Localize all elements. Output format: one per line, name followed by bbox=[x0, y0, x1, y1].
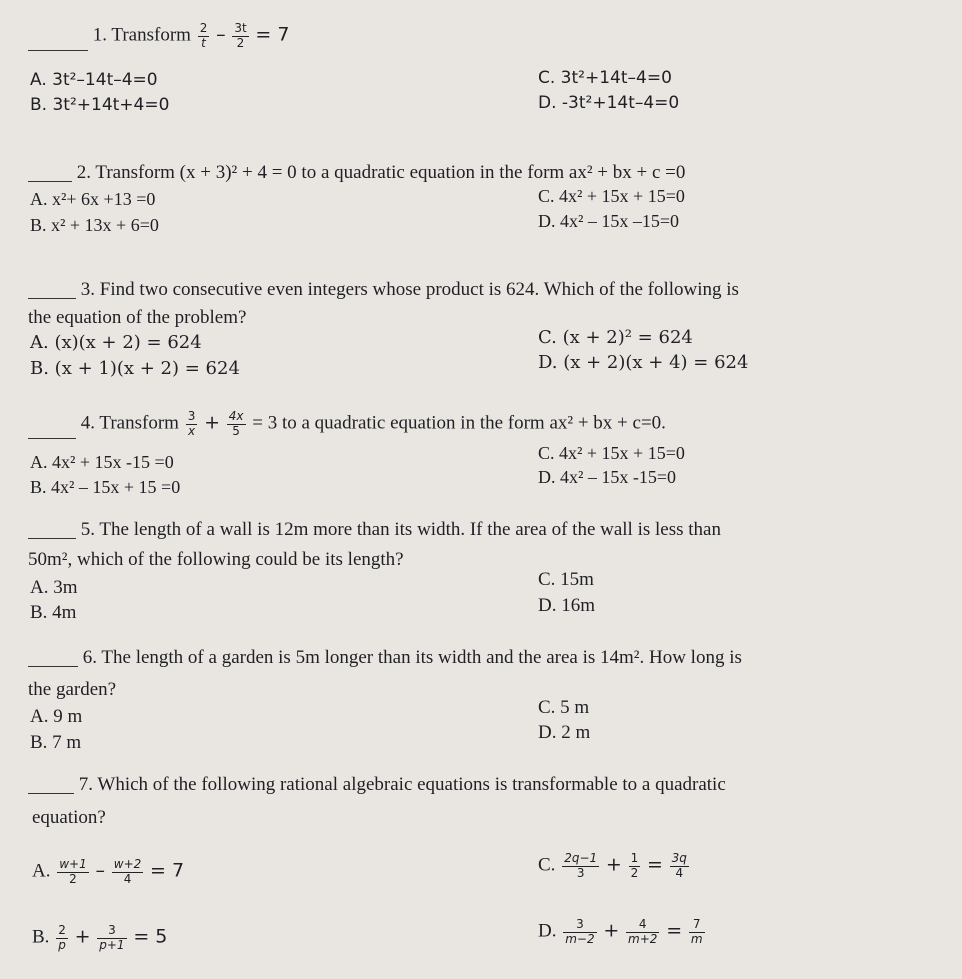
q7-d-frac1-den: m−2 bbox=[565, 931, 595, 946]
q7-d-frac3-num: 7 bbox=[689, 918, 705, 933]
q7-c-frac2-den: 2 bbox=[630, 865, 639, 880]
q7-stem-line1 bbox=[28, 775, 726, 794]
q5-option-a[interactable]: A. 3m bbox=[30, 577, 78, 598]
q5-option-b[interactable]: B. 4m bbox=[30, 602, 77, 623]
q1-option-d[interactable]: D. -3t²+14t–4=0 bbox=[538, 93, 680, 113]
q5-option-d[interactable]: D. 16m bbox=[538, 595, 595, 616]
q7-b-frac1-num: 2 bbox=[58, 923, 66, 937]
q4-fraction-1 bbox=[186, 410, 198, 439]
q7-a-fraction-2 bbox=[112, 858, 144, 887]
q1-frac2-den: 2 bbox=[236, 35, 245, 50]
q7-answer-blank[interactable] bbox=[28, 792, 74, 794]
q7-d-fraction-2 bbox=[626, 918, 659, 947]
q7-a-frac2-den: 4 bbox=[123, 871, 132, 886]
q3-answer-blank[interactable] bbox=[28, 297, 76, 299]
q6-stem-line2: the garden? bbox=[28, 679, 117, 700]
q6-option-d[interactable]: D. 2 m bbox=[538, 722, 591, 743]
q1-answer-blank[interactable] bbox=[28, 49, 88, 51]
q4-option-c[interactable]: C. 4x² + 15x + 15=0 bbox=[538, 443, 685, 463]
q2-option-b[interactable]: B. x² + 13x + 6=0 bbox=[30, 215, 159, 235]
q7-a-frac1-num: w+1 bbox=[59, 857, 87, 871]
q1-frac1-den: t bbox=[201, 35, 206, 50]
q3-stem-line1 bbox=[28, 280, 739, 299]
q7-d-frac1-num: 3 bbox=[563, 918, 596, 933]
q7-b-fraction-2 bbox=[97, 924, 126, 953]
q4-option-b[interactable]: B. 4x² – 15x + 15 =0 bbox=[30, 477, 181, 497]
q7-c-frac1-num: 2q−1 bbox=[564, 851, 598, 865]
q6-option-b[interactable]: B. 7 m bbox=[30, 732, 82, 753]
q1-stem-text: 1. Transform bbox=[92, 24, 191, 46]
q1-tail: = 7 bbox=[255, 23, 290, 46]
q7-b-frac2-den: p+1 bbox=[99, 937, 125, 952]
q7-c-fraction-3 bbox=[670, 852, 689, 881]
q7-d-frac2-num: 4 bbox=[626, 918, 659, 933]
q7-stem-text: 7. Which of the following rational algebraic equations is transformable to a quadratic bbox=[78, 774, 726, 795]
q5-option-c[interactable]: C. 15m bbox=[538, 569, 594, 590]
q7-b-rhs: = 5 bbox=[133, 925, 168, 948]
q7-c-label: C. bbox=[538, 854, 556, 876]
q7-option-a[interactable]: A. $\frac{w+1}{2}$ – $\frac{w+2}{4}$ = 7 bbox=[32, 857, 185, 886]
q4-option-a[interactable]: A. 4x² + 15x -15 =0 bbox=[30, 452, 174, 472]
q7-d-label: D. bbox=[538, 920, 557, 942]
q7-d-fraction-1 bbox=[563, 918, 596, 947]
q5-stem-text: 5. The length of a wall is 12m more than its width. If the area of the wall is less than bbox=[80, 519, 721, 540]
q1-frac1-num: 2 bbox=[199, 21, 208, 35]
q6-answer-blank[interactable] bbox=[28, 665, 78, 667]
q7-option-c[interactable]: C. $\frac{2q-1}{3}$ + $\frac{1}{2}$ = $\frac{3q}{4}$ bbox=[538, 851, 687, 880]
q7-d-frac2-den: m+2 bbox=[628, 931, 658, 946]
q7-a-frac1-den: 2 bbox=[69, 871, 77, 886]
q2-option-c[interactable]: C. 4x² + 15x + 15=0 bbox=[538, 186, 685, 206]
q3-option-d[interactable]: D. (x + 2)(x + 4) = 624 bbox=[538, 352, 749, 373]
q1-option-a[interactable]: A. 3t²–14t–4=0 bbox=[30, 70, 158, 90]
q3-stem-text: 3. Find two consecutive even integers whose product is 624. Which of the following is bbox=[80, 279, 739, 300]
q2-stem bbox=[28, 163, 685, 182]
q4-stem-text: 4. Transform bbox=[80, 412, 179, 434]
q1-stem: 1. Transform $\frac{2}{t}$ – $\frac{3t}{2}$ = 7 bbox=[28, 22, 289, 51]
q1-fraction-2 bbox=[232, 22, 248, 51]
q7-c-frac3-den: 4 bbox=[675, 865, 684, 880]
q4-stem: 4. Transform $\frac{3}{x}$ + $\frac{4x}{5}$ = 3 to a quadratic equation in the form ax² + bx + c=0. bbox=[28, 410, 666, 439]
q7-a-fraction-1 bbox=[57, 858, 89, 887]
q5-answer-blank[interactable] bbox=[28, 537, 76, 539]
q6-option-a[interactable]: A. 9 m bbox=[30, 706, 83, 727]
q3-option-b[interactable]: B. (x + 1)(x + 2) = 624 bbox=[30, 358, 240, 379]
q2-option-a[interactable]: A. x²+ 6x +13 =0 bbox=[30, 189, 156, 209]
q4-frac2-den: 5 bbox=[232, 423, 240, 438]
q7-c-frac2-num: 1 bbox=[630, 851, 639, 865]
q6-stem-text: 6. The length of a garden is 5m longer than its width and the area is 14m². How long is bbox=[82, 647, 742, 668]
q7-option-b[interactable]: B. $\frac{2}{p}$ + $\frac{3}{p+1}$ = 5 bbox=[32, 923, 168, 952]
q4-frac1-den: x bbox=[187, 423, 196, 438]
q6-option-c[interactable]: C. 5 m bbox=[538, 697, 590, 718]
q4-tail: = 3 to a quadratic equation in the form ax² + bx + c=0. bbox=[252, 412, 666, 434]
q7-a-label: A. bbox=[32, 860, 51, 882]
q1-fraction-1 bbox=[198, 22, 210, 51]
q7-c-fraction-1 bbox=[562, 852, 599, 881]
q5-stem-line2: 50m², which of the following could be its length? bbox=[28, 549, 404, 570]
q6-stem-line1 bbox=[28, 648, 742, 667]
q7-option-d[interactable]: D. $\frac{3}{m-2}$ + $\frac{4}{m+2}$ = $\frac{7}{m}$ bbox=[538, 917, 703, 946]
q4-fraction-2 bbox=[227, 410, 246, 439]
q2-stem-text: 2. Transform (x + 3)² + 4 = 0 to a quadratic equation in the form ax² + bx + c =0 bbox=[76, 162, 686, 183]
q1-option-b[interactable]: B. 3t²+14t+4=0 bbox=[30, 95, 170, 115]
q1-frac2-num: 3t bbox=[234, 21, 247, 35]
q3-stem-line2: the equation of the problem? bbox=[28, 307, 247, 328]
q2-answer-blank[interactable] bbox=[28, 180, 72, 182]
q7-a-frac2-num: w+2 bbox=[113, 857, 142, 871]
q7-c-fraction-2 bbox=[629, 852, 641, 881]
q5-stem-line1 bbox=[28, 520, 721, 539]
q7-a-rhs: = 7 bbox=[150, 859, 185, 882]
q4-frac1-num: 3 bbox=[187, 409, 196, 423]
q3-option-a[interactable]: A. (x)(x + 2) = 624 bbox=[30, 332, 202, 353]
q4-frac2-num: 4x bbox=[228, 409, 244, 423]
q7-b-frac2-num: 3 bbox=[97, 924, 126, 939]
q7-c-frac3-num: 3q bbox=[671, 851, 687, 865]
q7-stem-line2: equation? bbox=[32, 807, 106, 828]
q7-b-label: B. bbox=[32, 926, 50, 948]
q4-option-d[interactable]: D. 4x² – 15x -15=0 bbox=[538, 467, 677, 487]
q2-option-d[interactable]: D. 4x² – 15x –15=0 bbox=[538, 211, 680, 231]
q7-b-frac1-den: p bbox=[58, 937, 66, 952]
q1-option-c[interactable]: C. 3t²+14t–4=0 bbox=[538, 68, 672, 88]
q7-c-frac1-den: 3 bbox=[576, 865, 585, 880]
q7-d-fraction-3 bbox=[689, 918, 705, 947]
q3-option-c[interactable]: C. (x + 2)² = 624 bbox=[538, 327, 693, 348]
q7-d-frac3-den: m bbox=[690, 931, 703, 946]
q4-answer-blank[interactable] bbox=[28, 437, 76, 439]
q7-b-fraction-1 bbox=[56, 924, 68, 953]
